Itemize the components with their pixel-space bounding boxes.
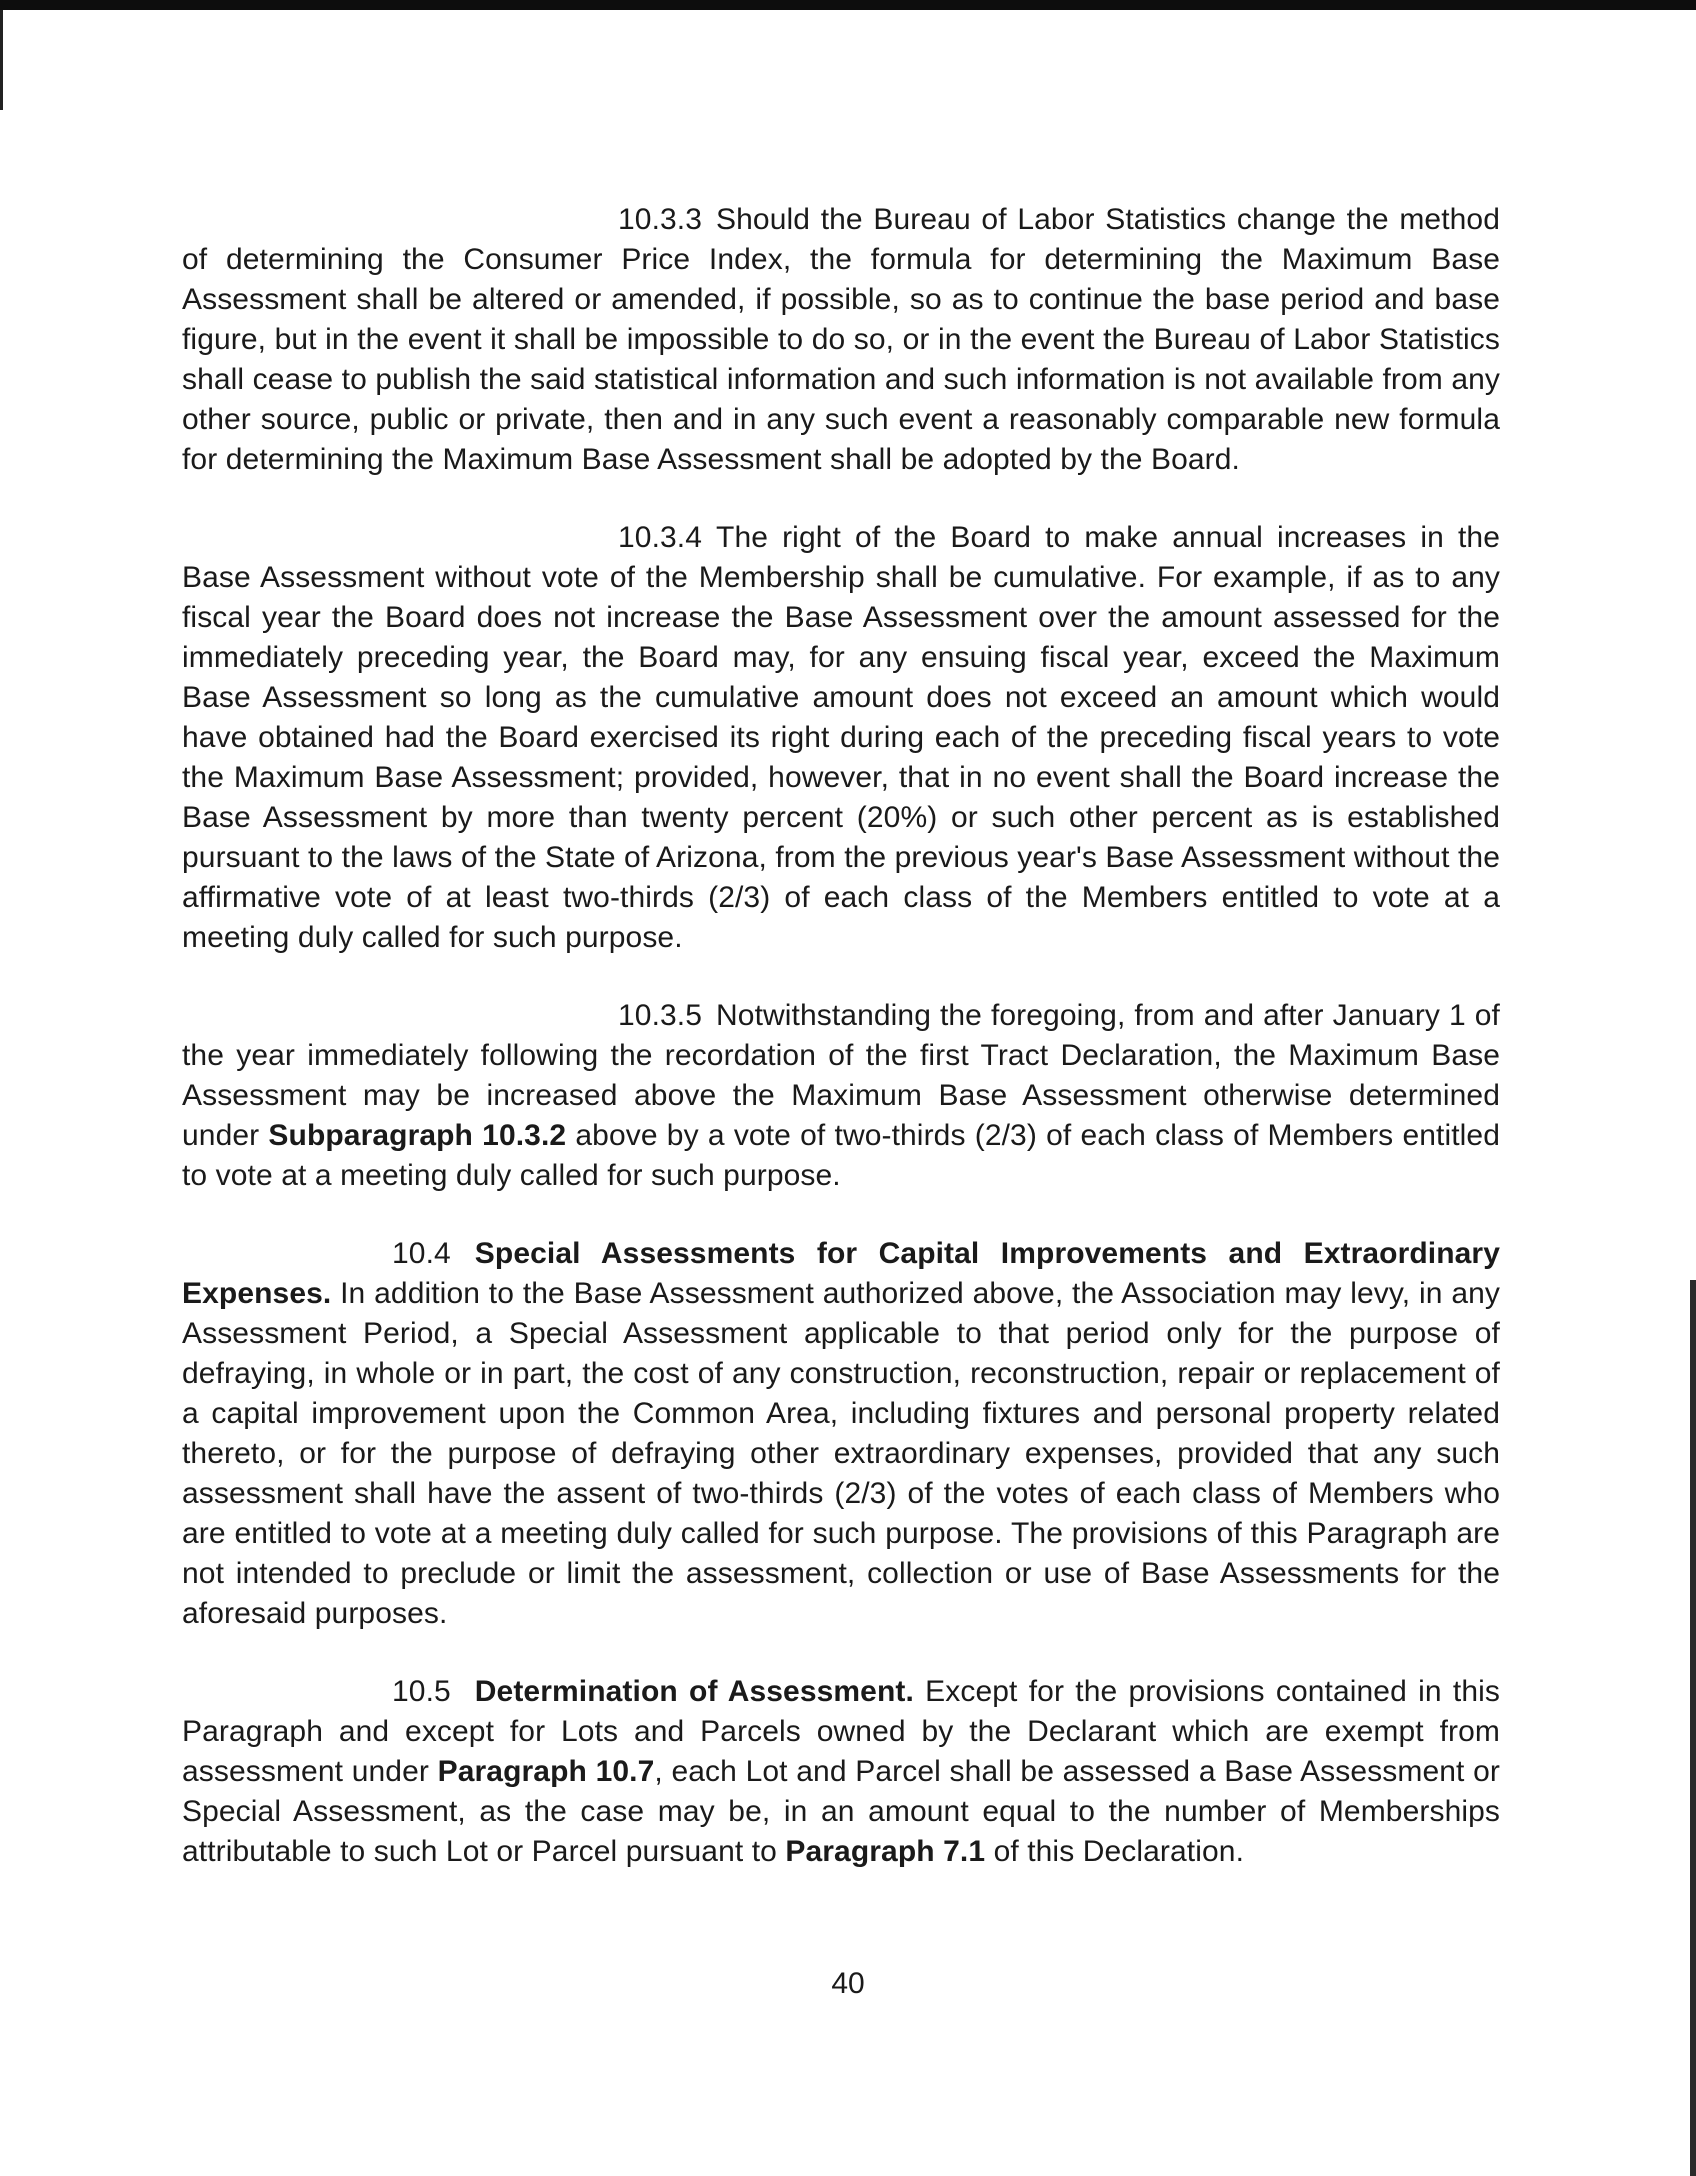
paragraph-number: 10.3.5 [618,999,703,1032]
paragraph-10-3-3 [182,200,1500,480]
document-page [182,200,1500,1910]
paragraph-number: 10.3.4 [618,521,703,554]
paragraph-text: above by a vote of two-thirds (2/3) of each class of Members entitled to vote at a meeting duly called for such purpose. [182,1119,1500,1192]
paragraph-text: The right of the Board to make annual increases in the Base Assessment without vote of the Membership shall be cumulative. For example, if as to any fiscal year the Board does not increase the Base Assessment over the amount assessed for the immediately preceding year, the Board may, for any ensuing fiscal year, exceed the Maximum Base Assessment so long as the cumulative amount does not exceed an amount which would have obtained had the Board exercised its right during each of the preceding fiscal years to vote the Maximum Base Assessment; provided, however, that in no event shall the Board increase the Base Assessment by more than twenty percent (20%) or such other percent as is established pursuant to the laws of the State of Arizona, from the previous year's Base Assessment without the affirmative vote of at least two-thirds (2/3) of each class of the Members entitled to vote at a meeting duly called for such purpose. [182,521,1500,954]
paragraph-text: In addition to the Base Assessment authorized above, the Association may levy, in any Assessment Period, a Special Assessment applicable to that period only for the purpose of defraying, in whole or in part, the cost of any construction, reconstruction, repair or replacement of a capital improvement upon the Common Area, including fixtures and personal property related thereto, or for the purpose of defraying other extraordinary expenses, provided that any such assessment shall have the assent of two-thirds (2/3) of the votes of each class of Members who are entitled to vote at a meeting duly called for such purpose. The provisions of this Paragraph are not intended to preclude or limit the assessment, collection or use of Base Assessments for the aforesaid purposes. [182,1277,1500,1630]
paragraph-text: , each Lot and Parcel shall be assessed a Base Assessment or Special Assessment, as the case may be, in an amount equal to the number of Memberships attributable to such Lot or Parcel pursuant to [182,1755,1500,1868]
paragraph-10-5 [182,1672,1500,1872]
paragraph-text: Except for the provisions contained in this Paragraph and except for Lots and Parcels owned by the Declarant which are exempt from assessment under [182,1675,1501,1788]
paragraph-10-3-5 [182,996,1500,1196]
scan-right-edge-shadow [1690,1280,1696,2176]
paragraph-text: Notwithstanding the foregoing, from and after January 1 of the year immediately following the recordation of the first Tract Declaration, the Maximum Base Assessment may be increased above the Maximum Base Assessment otherwise determined under [182,999,1500,1152]
paragraph-number: 10.5 [392,1675,451,1708]
paragraph-10-4 [182,1234,1500,1634]
section-heading: Special Assessments for Capital Improvements and Extraordinary Expenses. [182,1237,1500,1310]
cross-reference: Paragraph 7.1 [785,1835,986,1868]
paragraph-text: of this Declaration. [993,1835,1245,1868]
paragraph-number: 10.4 [392,1237,451,1270]
scan-left-mark [0,10,3,110]
section-heading: Determination of Assessment. [474,1675,914,1708]
paragraph-10-3-4 [182,518,1500,958]
page-number: 40 [831,1967,865,2000]
cross-reference: Paragraph 10.7 [437,1755,655,1788]
paragraph-number: 10.3.3 [618,203,703,236]
paragraph-text: Should the Bureau of Labor Statistics change the method of determining the Consumer Price Index, the formula for determining the Maximum Base Assessment shall be altered or amended, if possible, so as to continue the base period and base figure, but in the event it shall be impossible to do so, or in the event the Bureau of Labor Statistics shall cease to publish the said statistical information and such information is not available from any other source, public or private, then and in any such event a reasonably comparable new formula for determining the Maximum Base Assessment shall be adopted by the Board. [182,203,1500,476]
scan-top-border [0,0,1696,10]
cross-reference: Subparagraph 10.3.2 [268,1119,567,1152]
